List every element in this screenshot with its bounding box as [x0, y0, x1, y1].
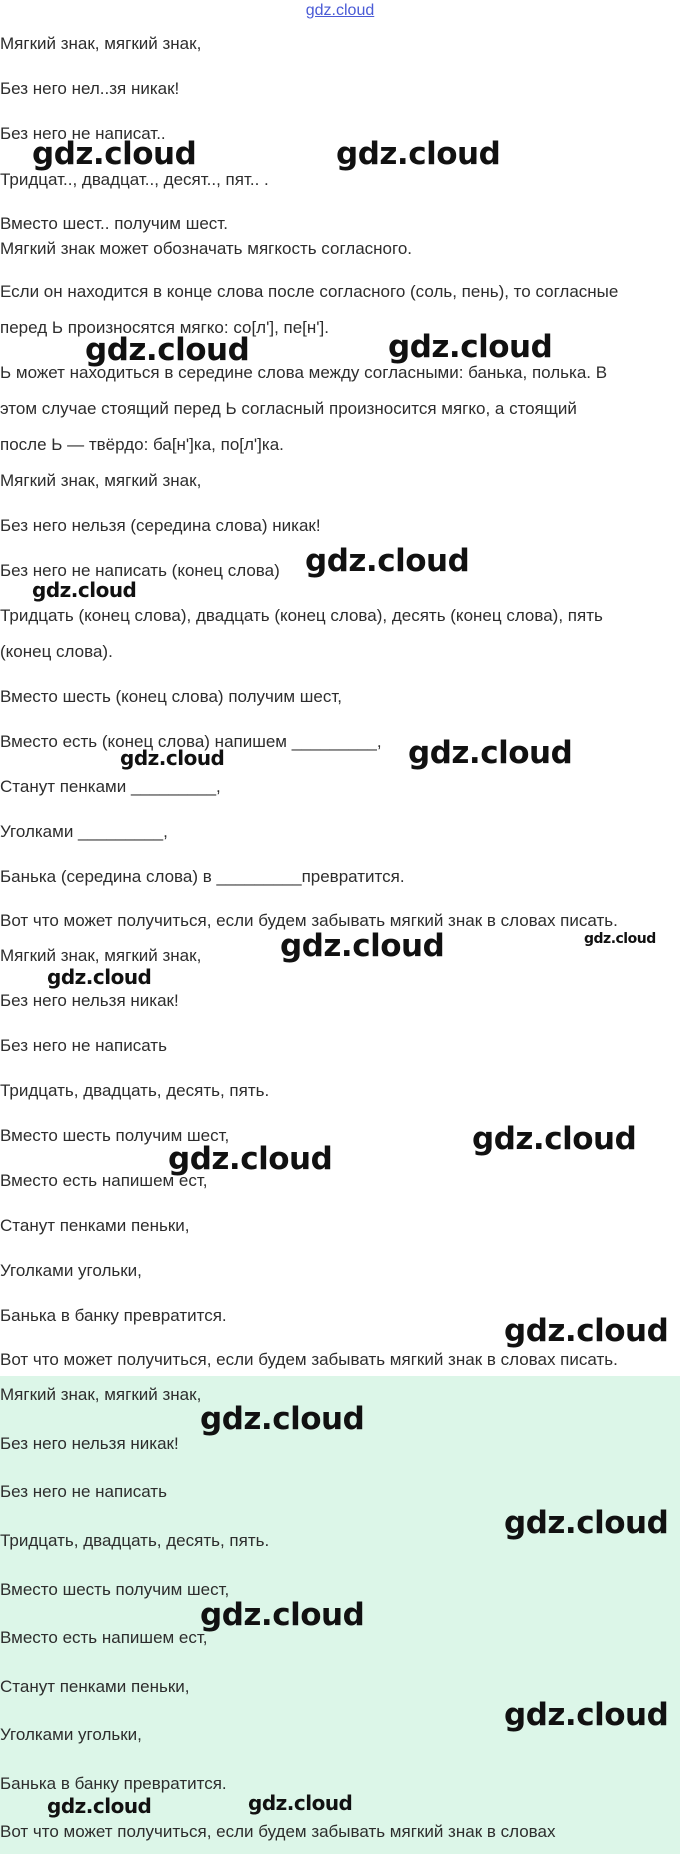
watermark: gdz.cloud: [472, 1121, 637, 1157]
watermark: gdz.cloud: [504, 1697, 669, 1733]
watermark: gdz.cloud: [168, 1141, 333, 1177]
text-line: Вместо шесть (конец слова) получим шест,: [0, 687, 343, 706]
watermark: gdz.cloud: [47, 1794, 152, 1818]
text-line: Вот что может получиться, если будем забывать мягкий знак в словах писать.: [0, 1350, 618, 1369]
watermark: gdz.cloud: [47, 965, 152, 989]
text-line: Уголками угольки,: [0, 1725, 142, 1744]
watermark: gdz.cloud: [504, 1313, 669, 1349]
site-header-link[interactable]: gdz.cloud: [305, 2, 375, 19]
watermark: gdz.cloud: [504, 1505, 669, 1541]
text-line: Без него нел..зя никак!: [0, 79, 180, 98]
text-line: Станут пенками пеньки,: [0, 1677, 190, 1696]
text-line: Без него нельзя никак!: [0, 1434, 179, 1453]
watermark: gdz.cloud: [408, 735, 573, 771]
text-line: Банька (середина слова) в _________превратится.: [0, 867, 405, 886]
watermark: gdz.cloud: [85, 332, 250, 368]
text-line: Вместо шесть получим шест,: [0, 1126, 230, 1145]
text-line: Без него не написать (конец слова): [0, 561, 280, 580]
watermark: gdz.cloud: [200, 1597, 365, 1633]
watermark: gdz.cloud: [248, 1791, 353, 1815]
text-line: Уголками _________,: [0, 822, 168, 841]
text-line: Банька в банку превратится.: [0, 1306, 227, 1325]
text-line: Тридцать, двадцать, десять, пять.: [0, 1081, 270, 1100]
watermark: gdz.cloud: [336, 136, 501, 172]
text-line: Вместо шесть получим шест,: [0, 1580, 230, 1599]
text-line: Вместо шест.. получим шест.: [0, 214, 228, 233]
text-line: Без него нельзя никак!: [0, 991, 179, 1010]
watermark: gdz.cloud: [584, 931, 656, 947]
watermark: gdz.cloud: [32, 578, 137, 602]
text-line: Станут пенками _________,: [0, 777, 221, 796]
text-line: этом случае стоящий перед Ь согласный произносится мягко, а стоящий: [0, 399, 577, 418]
text-line: (конец слова).: [0, 642, 113, 661]
text-line: Вот что может получиться, если будем забывать мягкий знак в словах писать.: [0, 911, 618, 930]
watermark: gdz.cloud: [305, 543, 470, 579]
text-line: Мягкий знак, мягкий знак,: [0, 946, 202, 965]
text-line: Тридцать, двадцать, десять, пять.: [0, 1531, 270, 1550]
text-line: Без него не написать: [0, 1482, 167, 1501]
text-line: Мягкий знак, мягкий знак,: [0, 34, 202, 53]
text-line: Вместо есть (конец слова) напишем _________,: [0, 732, 382, 751]
text-line: Мягкий знак, мягкий знак,: [0, 471, 202, 490]
text-line: Без него нельзя (середина слова) никак!: [0, 516, 321, 535]
watermark: gdz.cloud: [280, 928, 445, 964]
text-line: Без него не написать: [0, 1036, 167, 1055]
text-line: Уголками угольки,: [0, 1261, 142, 1280]
text-line: Без него не написат..: [0, 124, 166, 143]
text-line: Тридцать (конец слова), двадцать (конец слова), десять (конец слова), пять: [0, 606, 603, 625]
watermark: gdz.cloud: [120, 746, 225, 770]
watermark: gdz.cloud: [32, 136, 197, 172]
text-line: Вот что может получиться, если будем забывать мягкий знак в словах: [0, 1822, 556, 1841]
text-line: после Ь — твёрдо: ба[н']ка, по[л']ка.: [0, 435, 284, 454]
watermark: gdz.cloud: [388, 329, 553, 365]
text-line: Мягкий знак, мягкий знак,: [0, 1385, 202, 1404]
text-line: Тридцат.., двадцат.., десят.., пят.. .: [0, 170, 269, 189]
text-line: Банька в банку превратится.: [0, 1774, 227, 1793]
text-line: Ь может находиться в середине слова между согласными: банька, полька. В: [0, 363, 608, 382]
text-line: Вместо есть напишем ест,: [0, 1171, 208, 1190]
text-line: Если он находится в конце слова после согласного (соль, пень), то согласные: [0, 282, 619, 301]
text-line: перед Ь произносятся мягко: со[л'], пе[н'].: [0, 318, 329, 337]
text-line: Станут пенками пеньки,: [0, 1216, 190, 1235]
watermark: gdz.cloud: [200, 1401, 365, 1437]
text-line: Мягкий знак может обозначать мягкость согласного.: [0, 239, 413, 258]
text-line: Вместо есть напишем ест,: [0, 1628, 208, 1647]
